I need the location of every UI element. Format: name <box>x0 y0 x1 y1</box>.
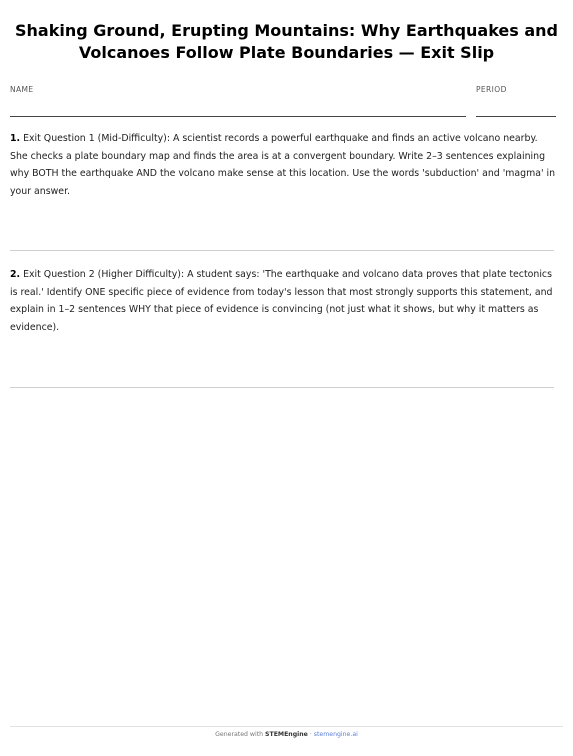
question-2-text: Exit Question 2 (Higher Difficulty): A student says: 'The earthquake and volcano data proves that plate tectonics is real.' Identify ONE specific piece of evidence from today's lesson that most strongly supports this statement, and explain in 1–2 sentences WHY that piece of evidence is convincing (not just what it shows, but why it matters as evidence). <box>10 269 553 333</box>
question-2 <box>10 266 558 336</box>
name-line[interactable] <box>10 116 466 117</box>
worksheet-title: Shaking Ground, Erupting Mountains: Why Earthquakes and Volcanoes Follow Plate Boundaries — Exit Slip <box>15 21 558 62</box>
footer-separator: · <box>309 731 312 738</box>
question-1 <box>10 130 558 200</box>
footer <box>0 731 573 738</box>
name-label: NAME <box>10 85 34 94</box>
period-label: PERIOD <box>476 85 507 94</box>
footer-prefix: Generated with <box>215 731 264 738</box>
answer-line-2[interactable] <box>10 387 554 388</box>
answer-line-1[interactable] <box>10 250 554 251</box>
question-1-number: 1. <box>10 133 21 144</box>
question-1-text: Exit Question 1 (Mid-Difficulty): A scientist records a powerful earthquake and finds an active volcano nearby. She checks a plate boundary map and finds the area is at a convergent boundary. Write 2–3 sentences explaining why BOTH the earthquake AND the volcano make sense at this location. Use the words 'subduction' and 'magma' in your answer. <box>10 133 556 197</box>
question-2-number: 2. <box>10 269 21 280</box>
period-line[interactable] <box>476 116 556 117</box>
footer-divider <box>10 726 563 727</box>
footer-link[interactable]: stemengine.ai <box>313 731 358 738</box>
footer-brand: STEMEngine <box>265 731 308 738</box>
